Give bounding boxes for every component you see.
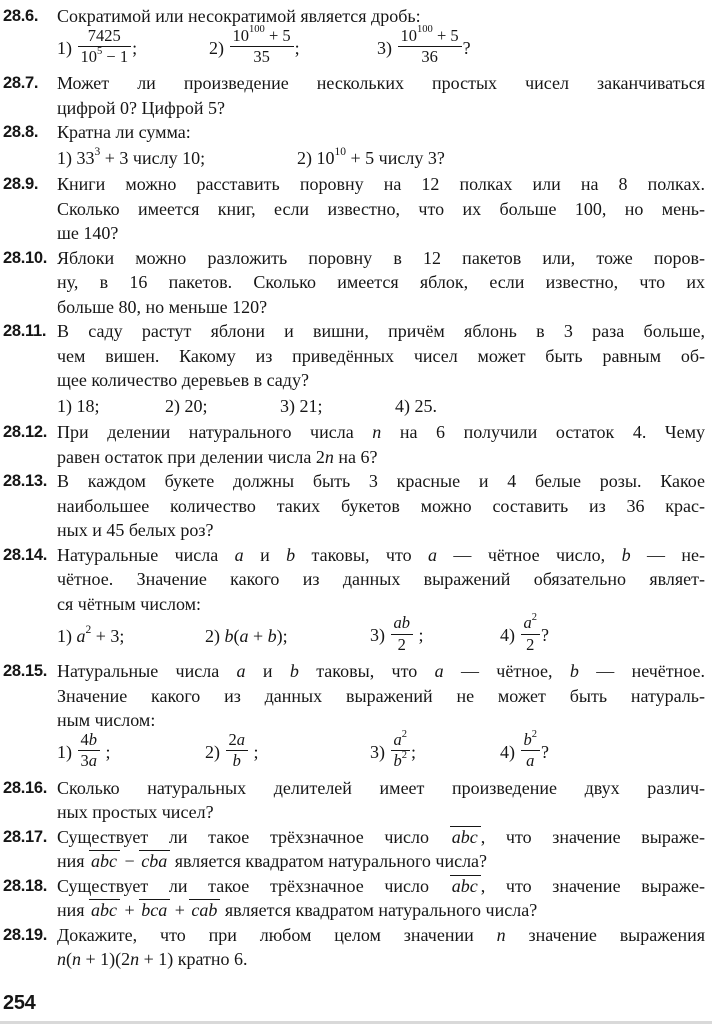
math-variable: b [523,729,532,749]
options-row [57,24,705,70]
problem-number: 28.18. [3,876,48,895]
overline-number [89,899,120,920]
problem-item [3,825,705,874]
fraction [77,731,102,771]
problem-text-line: щее количество деревьев в саду? [57,370,309,391]
superscript: 2 [401,750,408,762]
problem-text-line: цифрой 0? Цифрой 5? [57,97,225,118]
option-item: 2) $10^{10} + 5$ числу 3? [297,146,445,168]
option-item: 1) $\frac{4b}{3a}$ ; [57,729,111,771]
math-variable: n [372,422,382,443]
option-item: 3) $\frac{10^{100} + 5}{36}$ ? [377,24,471,66]
option-item: 4) 25. [395,395,437,416]
problem-text-line: Может ли произведение нескольких простых чисел заканчиваться [57,73,705,94]
problem-text-line: Сколько натуральных делителей имеет произведение двух различ- [57,777,705,798]
fraction [397,24,463,67]
fraction [390,728,412,771]
superscript: 100 [417,24,433,36]
superscript: 2 [531,612,538,624]
problem-text-line: ну, в 16 пакетов. Сколько имеется яблок, если известно, что их [57,272,705,293]
superscript: 3 [94,146,101,159]
math-variable: a [236,729,245,749]
fraction-numerator [391,614,414,634]
problem-item [3,776,705,825]
problem-text-line: чётное. Значение какого из данных выражений обязательно являет- [57,569,705,590]
math-variable: a [434,661,444,682]
option-item: 3) $\frac{ab}{2}$ ; [370,613,424,654]
option-item: 2) 20; [165,395,208,416]
problem-item [3,319,705,418]
math-variable: b [88,729,97,749]
overline-number [139,899,170,920]
problem-text-line: Существует ли такое трёхзначное число abc , что значение выраже- [57,826,705,847]
problem-number: 28.14. [3,545,48,564]
math-variable: b [569,661,579,682]
fraction-denominator: 36 [421,46,438,66]
option-item: 4) $\frac{a^2}{2}$ ? [500,612,550,654]
option-item: 3) $\frac{a^2}{b^2}$ ; [370,728,417,771]
fraction [520,614,542,654]
problem-text-line: наибольшее количество таких букетов можно составить из 36 крас- [57,495,705,516]
fraction-numerator: $10^{100} + 5$ [230,27,294,47]
option-item: 1) $33^3 + 3$ числу 10; [57,146,206,168]
fraction [77,27,133,67]
option-item: 2) $\frac{2a}{b}$ ; [205,729,259,771]
problem-text-line: Яблоки можно разложить поровну в 12 пакетов или, тоже поров- [57,247,705,268]
overline-number [89,850,120,871]
fraction-denominator: 2 [526,634,535,654]
options-row [57,146,705,171]
math-variable: n [496,924,506,945]
problem-item [3,469,705,543]
problem-text-line: Книги можно расставить поровну на 12 полках или на 8 полках. [57,174,705,195]
option-item: 1) $\frac{7425}{10^5 - 1}$ ; [57,25,138,66]
problem-item [3,120,705,170]
math-variable: a [428,544,438,565]
problem-text-line: Существует ли такое трёхзначное число abc , что значение выраже- [57,875,705,896]
math-variable: cab [191,900,218,921]
problem-number: 28.17. [3,827,48,846]
problem-text-line: Докажите, что при любом целом значении n значение выражения [57,924,706,945]
math-variable: bca [141,900,168,921]
fraction-denominator [391,751,411,770]
page-number: 254 [3,992,36,1014]
problem-text-line: ния abc − cba является квадратом натурального числа? [57,851,488,872]
math-variable: a [239,625,249,646]
problem-number: 28.6. [3,7,39,25]
problem-item [3,71,705,120]
problem-text-line: ных простых чисел? [57,802,214,823]
problem-number: 28.19. [3,925,48,944]
math-variable: n [130,949,140,970]
options-row [57,612,705,657]
math-variable: b [286,544,296,565]
problem-number: 28.13. [3,472,48,491]
problem-text-line: ных и 45 белых роз? [57,520,214,541]
math-variable: a [236,661,246,682]
problem-text-line: При делении натурального числа n на 6 получили остаток 4. Чему [57,422,705,443]
math-variable: b [232,751,241,771]
problem-text-line: ся чётным числом: [57,593,201,614]
problem-text-line: n(n + 1)(2n + 1) кратно 6. [57,949,248,970]
math-variable: a [393,729,402,749]
fraction-denominator [521,751,541,770]
problem-text-line: ше 140? [57,223,119,244]
fraction-denominator [226,751,249,770]
fraction-numerator: 4b [78,731,101,751]
problem-item [3,659,705,773]
option-item: 3) 21; [280,395,323,416]
problem-text-line: Натуральные числа a и b таковы, что a — чётное, b — нечётное. [57,661,705,682]
math-variable: abc [451,826,478,847]
math-variable: a [88,751,97,771]
problem-text-line: Сколько имеется книг, если известно, что их больше 100, но мень- [57,198,705,219]
options-row [57,728,705,774]
math-variable: n [324,446,334,467]
problem-item [3,923,705,972]
problem-item [3,4,705,69]
fraction [225,731,250,771]
fraction-denominator: 2 [397,634,406,654]
fraction [229,24,295,67]
fraction-numerator: 2a [226,731,249,751]
problem-text-line: ния abc + bca + cab является квадратом натурального числа? [57,900,538,921]
problem-number: 28.10. [3,248,48,267]
math-variable: n [57,949,66,970]
problem-text-line: больше 80, но меньше 120? [57,296,268,317]
superscript: 2 [85,623,92,636]
problem-number: 28.11. [3,322,47,341]
problem-text-line: Значение какого из данных выражений не может быть натураль- [57,685,705,706]
problem-text-line: Кратна ли сумма: [57,122,191,143]
problem-number: 28.7. [3,74,39,93]
fraction-numerator: 7425 [78,27,132,47]
problem-text-line: Сократимой или несократимой является дробь: [57,6,421,26]
fraction-numerator [521,728,541,751]
problem-text-line: равен остаток при делении числа 2n на 6? [57,446,378,467]
fraction-denominator: 3a [80,751,97,771]
problem-number: 28.8. [3,123,39,142]
option-item: 1) $a^2 + 3$; [57,623,125,646]
problem-text-line: чем вишен. Какому из приведённых чисел может быть равным об- [57,345,705,366]
fraction-numerator: $10^{100} + 5$ [398,27,462,47]
problem-number: 28.9. [3,175,39,194]
math-variable: cba [141,851,168,872]
math-variable: a [523,613,532,633]
fraction-numerator [391,728,411,751]
math-variable: b [289,661,299,682]
superscript: 100 [249,24,265,36]
overline-number [450,826,481,847]
option-item: 1) 18; [57,395,100,416]
math-variable: b [267,625,277,646]
superscript: 5 [97,45,103,57]
overline-number [189,899,220,920]
math-variable: abc [91,900,118,921]
math-variable: abc [91,851,118,872]
math-variable: ab [393,613,410,633]
option-item: 2) $\frac{10^{100} + 5}{35}$ ; [209,24,300,66]
problem-item [3,543,705,657]
fraction [390,614,415,654]
problem-number: 28.15. [3,662,48,681]
problem-item [3,246,705,320]
problem-item [3,172,705,246]
fraction-numerator [521,614,541,634]
problem-text-line: Натуральные числа a и b таковы, что a — чётное число, b — не- [57,544,705,565]
options-row [57,394,705,419]
problem-text-line: В каждом букете должны быть 3 красные и 4 белые розы. Какое [57,471,705,492]
math-variable: b [393,751,402,771]
fraction-denominator: $10^5 - 1$ [80,45,129,66]
problem-text-line: ным числом: [57,710,156,731]
superscript: 2 [401,728,408,740]
math-variable: a [76,625,86,646]
problem-item [3,874,705,923]
math-variable: b [224,625,234,646]
fraction-denominator: 35 [253,46,270,66]
math-variable: a [526,751,535,771]
overline-number [450,875,481,896]
superscript: 2 [531,728,538,740]
problem-number: 28.16. [3,778,48,797]
math-variable: a [234,544,244,565]
math-variable: abc [451,875,478,896]
math-variable: n [72,949,81,970]
superscript: 10 [334,146,347,159]
option-item: 2) b(a + b); [205,625,288,646]
math-variable: b [621,544,631,565]
problem-number: 28.12. [3,423,48,442]
option-item: 4) $\frac{b^2}{a}$ ? [500,728,550,771]
problem-text-line: В саду растут яблони и вишни, причём яблонь в 3 раза больше, [57,321,705,342]
problem-item [3,420,705,469]
overline-number [139,850,170,871]
fraction [520,728,542,771]
